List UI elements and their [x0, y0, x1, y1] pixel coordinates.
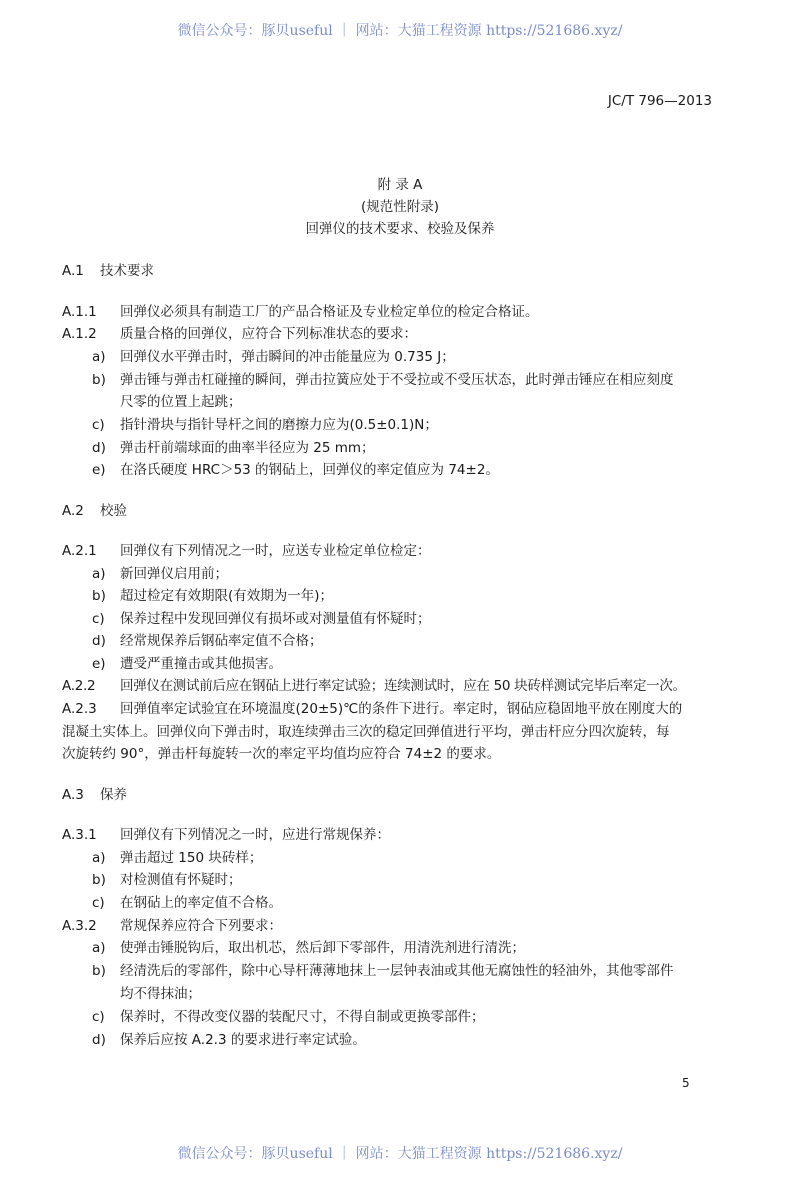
list-item: c) 保养过程中发现回弹仪有损坏或对测量值有怀疑时； [92, 611, 431, 627]
section-heading: A.2 校验 [62, 503, 127, 519]
list-item: e) 遭受严重撞击或其他损害。 [92, 656, 282, 672]
clause: A.1.2 质量合格的回弹仪，应符合下列标准状态的要求： [62, 326, 417, 342]
clause: A.3.2 常规保养应符合下列要求： [62, 918, 282, 934]
list-item: b) 弹击锤与弹击杠碰撞的瞬间，弹击拉簧应处于不受拉或不受压状态，此时弹击锤应在相应刻度 [92, 372, 674, 388]
list-item: b) 对检测值有怀疑时； [92, 872, 242, 888]
clause: A.3.1 回弹仪有下列情况之一时，应进行常规保养： [62, 827, 390, 843]
list-item: a) 回弹仪水平弹击时，弹击瞬间的冲击能量应为 0.735 J； [92, 349, 455, 365]
list-item-continued: 尺零的位置上起跳； [120, 394, 242, 410]
clause: A.2.2 回弹仪在测试前后应在钢砧上进行率定试验；连续测试时，应在 50 块砖样测试完毕后率定一次。 [62, 678, 686, 694]
list-item: c) 指针滑块与指针导杆之间的磨擦力应为(0.5±0.1)N； [92, 417, 438, 433]
list-item: b) 经清洗后的零部件，除中心导杆薄薄地抹上一层钟表油或其他无腐蚀性的轻油外，其他零部件 [92, 963, 674, 979]
clause: A.2.3 回弹值率定试验宜在环境温度(20±5)℃的条件下进行。率定时，钢砧应稳固地平放在刚度大的 [62, 701, 683, 717]
list-item: e) 在洛氏硬度 HRC＞53 的钢砧上，回弹仪的率定值应为 74±2。 [92, 462, 499, 478]
clause-continued: 混凝土实体上。回弹仪向下弹击时，取连续弹击三次的稳定回弹值进行平均，弹击杆应分四次旋转，每 [62, 724, 670, 740]
list-item: d) 保养后应按 A.2.3 的要求进行率定试验。 [92, 1032, 366, 1048]
appendix-type: (规范性附录) [360, 199, 440, 215]
clause: A.2.1 回弹仪有下列情况之一时，应送专业检定单位检定： [62, 543, 431, 559]
appendix-subtitle: 回弹仪的技术要求、校验及保养 [305, 221, 495, 237]
list-item-continued: 均不得抹油； [120, 986, 201, 1002]
page-number: 5 [682, 1076, 690, 1090]
list-item: d) 弹击杆前端球面的曲率半径应为 25 mm； [92, 440, 375, 456]
list-item: d) 经常规保养后钢砧率定值不合格； [92, 633, 323, 649]
list-item: a) 新回弹仪启用前； [92, 566, 228, 582]
watermark-footer: 微信公众号：豚贝useful ｜ 网站：大猫工程资源 https://521686.xyz/ [177, 1146, 623, 1162]
section-heading: A.1 技术要求 [62, 263, 154, 279]
standard-number: JC/T 796—2013 [607, 93, 712, 109]
clause-continued: 次旋转约 90°，弹击杆每旋转一次的率定平均值均应符合 74±2 的要求。 [62, 746, 501, 762]
list-item: a) 使弹击锤脱钩后，取出机芯，然后卸下零部件，用清洗剂进行清洗； [92, 940, 525, 956]
section-heading: A.3 保养 [62, 787, 127, 803]
appendix-title: 附 录 A [377, 177, 423, 193]
list-item: b) 超过检定有效期限(有效期为一年)； [92, 588, 334, 604]
list-item: c) 保养时，不得改变仪器的装配尺寸，不得自制或更换零部件； [92, 1009, 485, 1025]
clause: A.1.1 回弹仪必须具有制造工厂的产品合格证及专业检定单位的检定合格证。 [62, 304, 539, 320]
watermark-header: 微信公众号：豚贝useful ｜ 网站：大猫工程资源 https://521686.xyz/ [177, 23, 623, 39]
list-item: c) 在钢砧上的率定值不合格。 [92, 895, 282, 911]
list-item: a) 弹击超过 150 块砖样； [92, 850, 263, 866]
